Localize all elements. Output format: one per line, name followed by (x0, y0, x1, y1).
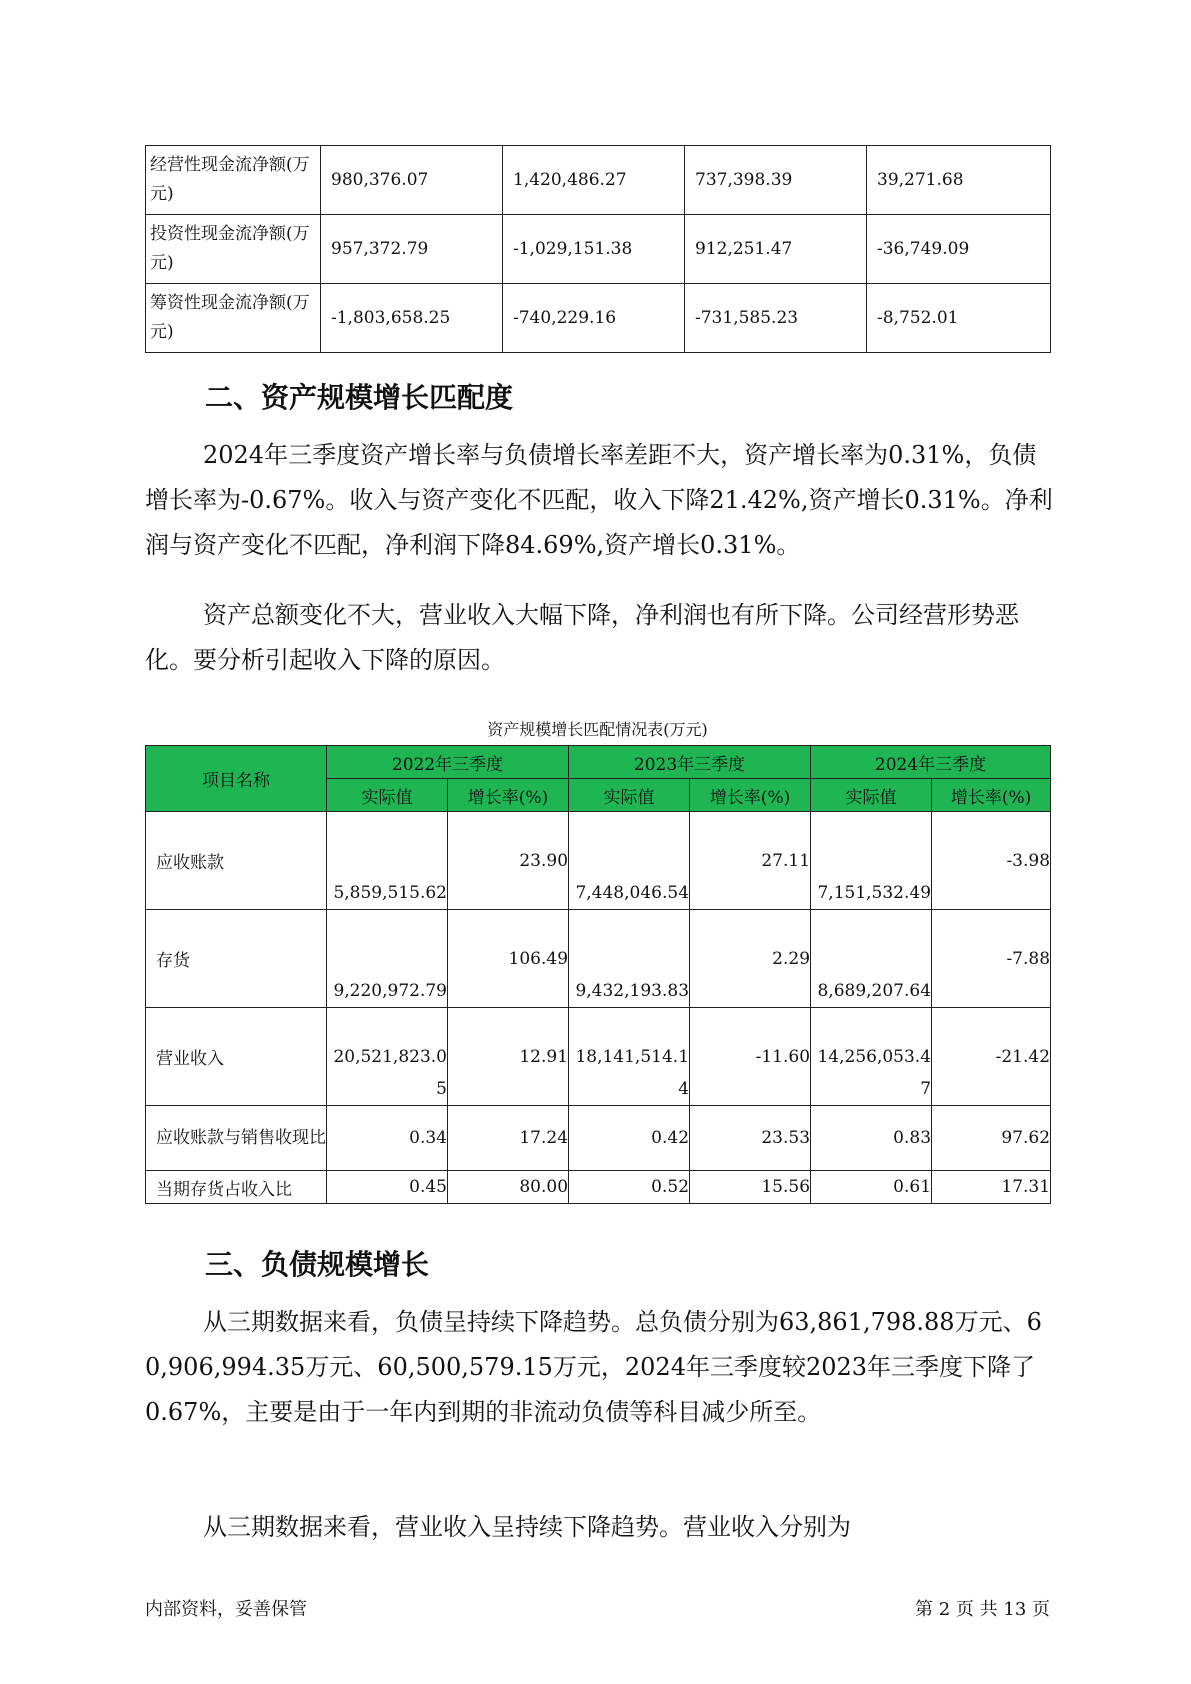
header-period: 2022年三季度 (327, 746, 569, 779)
table-row (146, 215, 1051, 284)
paragraph: 从三期数据来看，负债呈持续下降趋势。总负债分别为63,861,798.88万元、60,906,994.35万元、60,500,579.15万元，2024年三季度较2023年三季度下降了0.67%，主要是由于一年内到期的非流动负债等科目减少所至。 (145, 1308, 1042, 1426)
cell-value: 17.31 (932, 1171, 1051, 1204)
table-row (146, 284, 1051, 353)
table-row (146, 146, 1051, 215)
cell-value: -1,029,151.38 (503, 215, 685, 284)
cell-value: 17.24 (448, 1106, 569, 1171)
header-period: 2023年三季度 (569, 746, 811, 779)
header-actual: 实际值 (327, 779, 448, 812)
cell-value: 7,151,532.49 (811, 812, 932, 910)
cell-value: -7.88 (932, 910, 1051, 1008)
cell-value: 0.52 (569, 1171, 690, 1204)
table-row (146, 1106, 1051, 1171)
cell-value: 8,689,207.64 (811, 910, 932, 1008)
cell-value: 23.53 (690, 1106, 811, 1171)
cell-value: 9,220,972.79 (327, 910, 448, 1008)
paragraph: 2024年三季度资产增长率与负债增长率差距不大，资产增长率为0.31%，负债增长率为-0.67%。收入与资产变化不匹配，收入下降21.42%,资产增长0.31%。净利润与资产变化不匹配，净利润下降84.69%,资产增长0.31%。 (145, 441, 1053, 559)
cell-value: 1,420,486.27 (503, 146, 685, 215)
cell-value: -3.98 (932, 812, 1051, 910)
cell-value: 5,859,515.62 (327, 812, 448, 910)
cell-value: -21.42 (932, 1008, 1051, 1106)
row-label: 当期存货占收入比 (146, 1171, 327, 1204)
table-header-row (146, 746, 1051, 779)
row-label: 存货 (146, 910, 327, 1008)
cell-value: 12.91 (448, 1008, 569, 1106)
footer-confidential-note: 内部资料，妥善保管 (145, 1599, 307, 1620)
cell-value: 0.83 (811, 1106, 932, 1171)
table-row (146, 910, 1051, 1008)
cell-value: 18,141,514.14 (569, 1008, 690, 1106)
header-actual: 实际值 (569, 779, 690, 812)
header-growth: 增长率(%) (448, 779, 569, 812)
paragraph: 资产总额变化不大，营业收入大幅下降，净利润也有所下降。公司经营形势恶化。要分析引起收入下降的原因。 (145, 601, 1019, 674)
header-growth: 增长率(%) (690, 779, 811, 812)
table-row (146, 1008, 1051, 1106)
cell-value: 912,251.47 (685, 215, 867, 284)
table-row (146, 812, 1051, 910)
cell-value: 0.61 (811, 1171, 932, 1204)
cell-value: 9,432,193.83 (569, 910, 690, 1008)
header-actual: 实际值 (811, 779, 932, 812)
row-label: 经营性现金流净额(万元) (146, 146, 321, 215)
row-label: 营业收入 (146, 1008, 327, 1106)
header-growth: 增长率(%) (932, 779, 1051, 812)
cell-value: 980,376.07 (321, 146, 503, 215)
section-heading: 二、资产规模增长匹配度 (205, 381, 514, 414)
cell-value: -740,229.16 (503, 284, 685, 353)
table-row (146, 1171, 1051, 1204)
header-period: 2024年三季度 (811, 746, 1051, 779)
header-item-name: 项目名称 (146, 746, 327, 812)
paragraph: 从三期数据来看，营业收入呈持续下降趋势。营业收入分别为 (203, 1513, 851, 1541)
row-label: 应收账款 (146, 812, 327, 910)
table-caption: 资产规模增长匹配情况表(万元) (487, 720, 708, 739)
cell-value: 39,271.68 (867, 146, 1051, 215)
footer-page-number: 第 2 页 共 13 页 (915, 1599, 1050, 1620)
section-heading: 三、负债规模增长 (205, 1248, 430, 1281)
cell-value: 15.56 (690, 1171, 811, 1204)
cell-value: 2.29 (690, 910, 811, 1008)
cell-value: 0.34 (327, 1106, 448, 1171)
cell-value: 106.49 (448, 910, 569, 1008)
cell-value: 97.62 (932, 1106, 1051, 1171)
cell-value: -36,749.09 (867, 215, 1051, 284)
cell-value: -8,752.01 (867, 284, 1051, 353)
row-label: 应收账款与销售收现比 (146, 1106, 327, 1171)
cell-value: 23.90 (448, 812, 569, 910)
cell-value: -731,585.23 (685, 284, 867, 353)
cell-value: -11.60 (690, 1008, 811, 1106)
cell-value: 20,521,823.05 (327, 1008, 448, 1106)
cell-value: 0.42 (569, 1106, 690, 1171)
cell-value: 14,256,053.47 (811, 1008, 932, 1106)
cell-value: 7,448,046.54 (569, 812, 690, 910)
row-label: 筹资性现金流净额(万元) (146, 284, 321, 353)
cell-value: 0.45 (327, 1171, 448, 1204)
cashflow-table (145, 145, 1051, 353)
cell-value: 737,398.39 (685, 146, 867, 215)
cell-value: 80.00 (448, 1171, 569, 1204)
cell-value: -1,803,658.25 (321, 284, 503, 353)
asset-matching-table (145, 745, 1051, 1204)
cell-value: 27.11 (690, 812, 811, 910)
cell-value: 957,372.79 (321, 215, 503, 284)
row-label: 投资性现金流净额(万元) (146, 215, 321, 284)
